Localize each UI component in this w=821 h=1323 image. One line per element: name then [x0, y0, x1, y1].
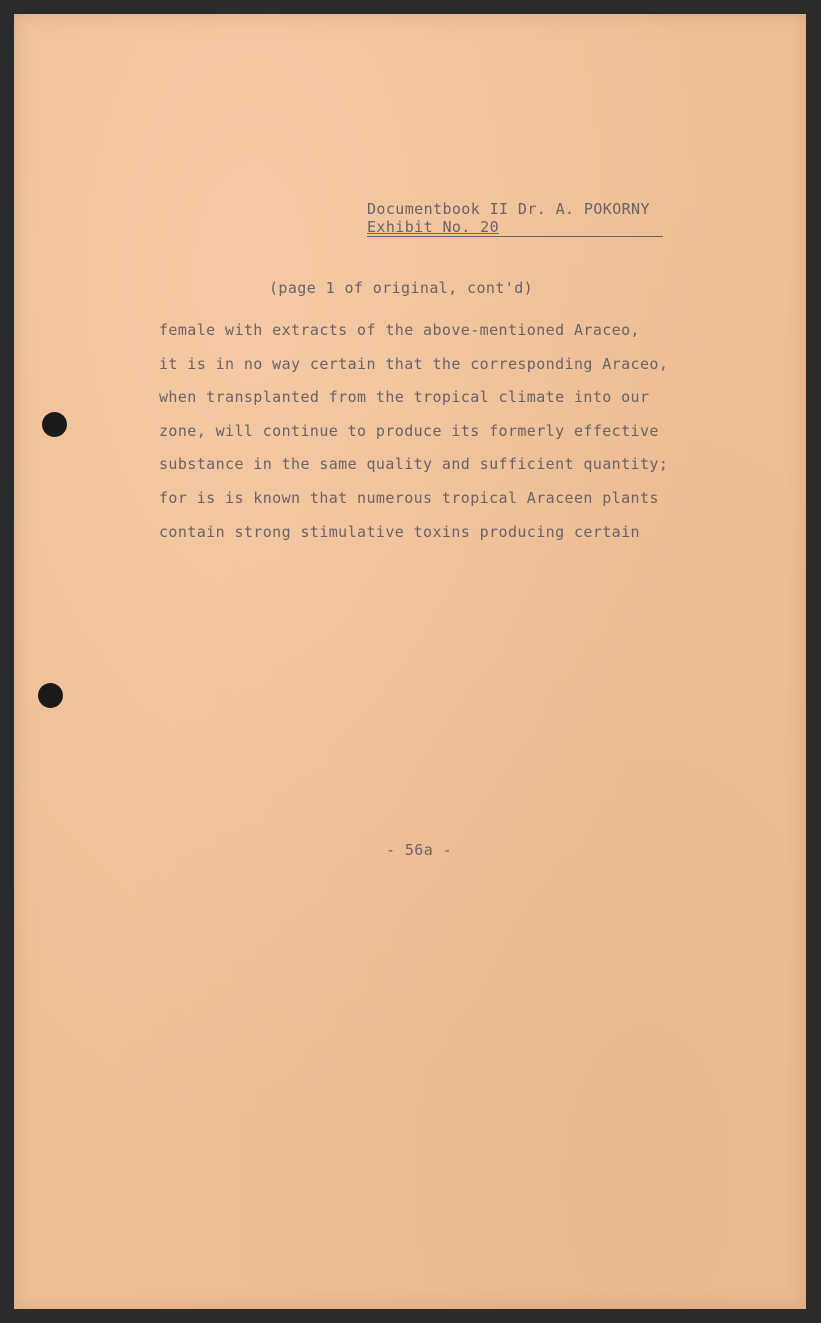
body-line: contain strong stimulative toxins producing certain: [159, 522, 640, 541]
body-line: female with extracts of the above-mentioned Araceo,: [159, 321, 640, 339]
page-subheading: (page 1 of original, cont'd): [269, 279, 534, 297]
body-line: substance in the same quality and sufficient quantity;: [159, 455, 669, 474]
document-page: [14, 14, 806, 1309]
document-header: [367, 200, 663, 237]
body-line: when transplanted from the tropical climate into our: [159, 388, 650, 407]
header-documentbook-line: Documentbook II Dr. A. POKORNY: [367, 200, 650, 218]
punch-hole: [38, 683, 63, 708]
body-line: zone, will continue to produce its formerly effective: [159, 421, 659, 440]
header-exhibit-line: Exhibit No. 20: [367, 218, 663, 237]
body-line: for is is known that numerous tropical Araceen plants: [159, 488, 659, 507]
punch-hole: [42, 412, 67, 437]
body-text: [159, 314, 719, 549]
body-line: it is in no way certain that the corresponding Araceo,: [159, 354, 669, 373]
page-number: - 56a -: [386, 841, 453, 859]
